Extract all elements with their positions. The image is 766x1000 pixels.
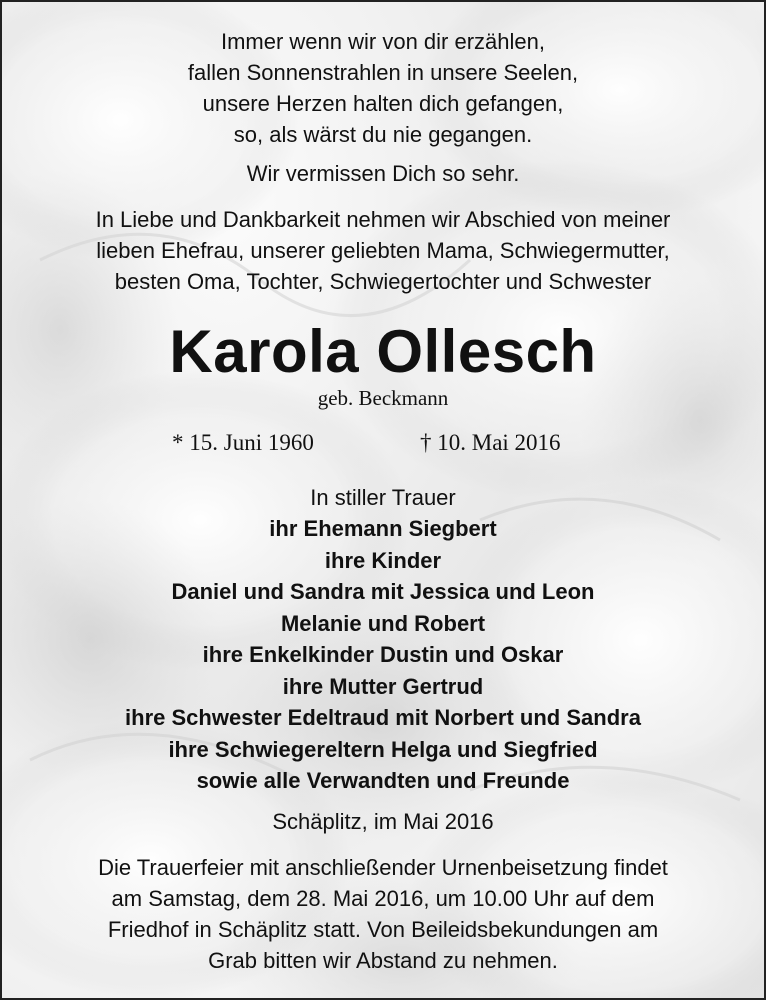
miss-text: Wir vermissen Dich so sehr.	[246, 161, 520, 186]
maiden-name: geb. Beckmann	[317, 386, 449, 410]
funeral-line: am Samstag, dem 28. Mai 2016, um 10.00 Uhr auf dem	[111, 886, 655, 911]
place-date-text: Schäplitz, im Mai 2016	[272, 809, 494, 834]
funeral-line: Die Trauerfeier mit anschließender Urnenbeisetzung findet	[98, 855, 668, 880]
mourner-line: Melanie und Robert	[280, 610, 486, 636]
mourner-line: ihre Kinder	[324, 547, 442, 573]
mourners-list	[0, 482, 766, 797]
mourner-line: ihr Ehemann Siegbert	[269, 516, 497, 541]
intro-line: In Liebe und Dankbarkeit nehmen wir Abschied von meiner	[95, 207, 671, 232]
farewell-intro	[0, 204, 766, 297]
poem-line: fallen Sonnenstrahlen in unsere Seelen,	[187, 60, 579, 85]
mourner-line: ihre Schwiegereltern Helga und Siegfried	[168, 736, 598, 762]
funeral-line: Friedhof in Schäplitz statt. Von Beileidsbekundungen am	[107, 917, 659, 942]
mourner-line: ihre Mutter Gertrud	[282, 673, 484, 699]
mourner-line: Daniel und Sandra mit Jessica und Leon	[171, 579, 595, 604]
poem-line: Immer wenn wir von dir erzählen,	[220, 29, 545, 54]
intro-line: besten Oma, Tochter, Schwiegertochter und Schwester	[114, 269, 652, 294]
miss-line	[0, 158, 766, 189]
death-date: † 10. Mai 2016	[420, 430, 561, 455]
poem	[0, 26, 766, 150]
mourner-line: sowie alle Verwandten und Freunde	[196, 768, 570, 793]
birth-date: * 15. Juni 1960	[172, 430, 314, 455]
place-and-date	[0, 806, 766, 837]
funeral-line: Grab bitten wir Abstand zu nehmen.	[208, 948, 558, 973]
intro-line: lieben Ehefrau, unserer geliebten Mama, Schwiegermutter,	[96, 238, 670, 263]
deceased-name: Karola Ollesch	[169, 318, 597, 385]
poem-line: so, als wärst du nie gegangen.	[233, 122, 533, 147]
mourner-line: ihre Schwester Edeltraud mit Norbert und Sandra	[125, 705, 641, 730]
mourning-heading: In stiller Trauer	[310, 485, 456, 510]
mourner-line: ihre Enkelkinder Dustin und Oskar	[202, 642, 564, 667]
funeral-info	[0, 852, 766, 976]
poem-line: unsere Herzen halten dich gefangen,	[202, 91, 564, 116]
